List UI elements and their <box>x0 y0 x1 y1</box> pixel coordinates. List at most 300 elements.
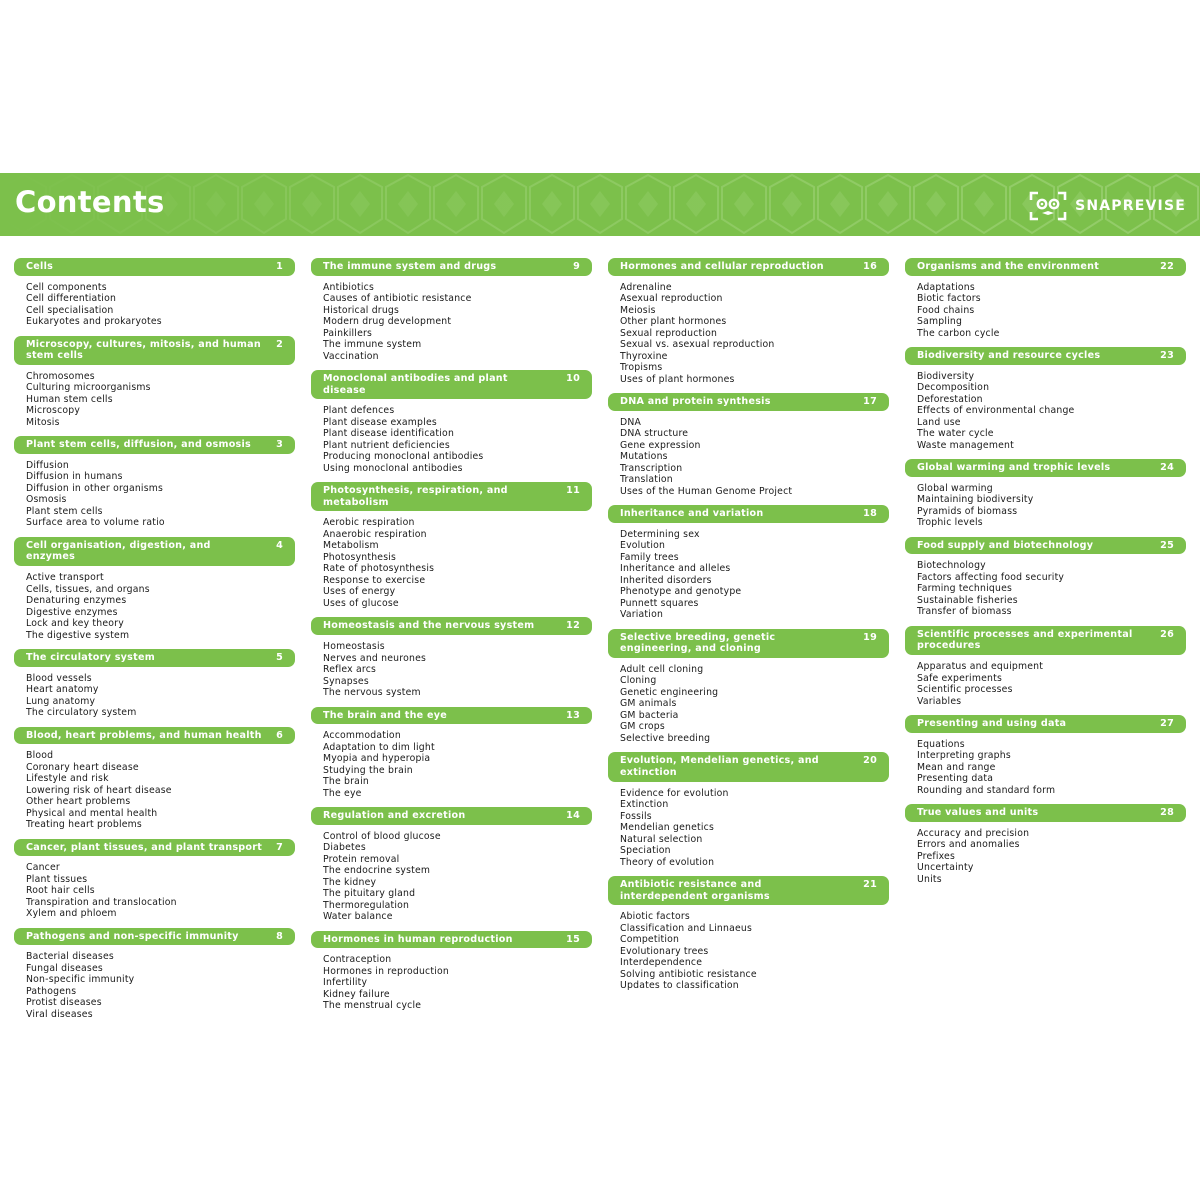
topic-item: Trophic levels <box>917 517 983 529</box>
topic-list <box>311 724 592 807</box>
section-header[interactable] <box>14 258 295 276</box>
topic-list <box>311 276 592 371</box>
topic-item: Viral diseases <box>26 1008 93 1020</box>
contents-section <box>311 931 592 1020</box>
section-title: Cancer, plant tissues, and plant transport <box>26 841 263 853</box>
contents-section <box>905 459 1186 537</box>
topic-item: Inheritance and alleles <box>620 563 731 575</box>
column-1 <box>14 258 295 1028</box>
topic-item: Diabetes <box>323 842 366 854</box>
topic-item: Mean and range <box>917 761 996 773</box>
topic-item: Units <box>917 873 942 885</box>
topic-item: DNA <box>620 416 642 428</box>
topic-item: Xylem and phloem <box>26 908 117 920</box>
topic-item: Plant disease examples <box>323 416 437 428</box>
topic-item: Thyroxine <box>620 350 668 362</box>
topic-item: Asexual reproduction <box>620 293 723 305</box>
topic-item: Microscopy <box>26 405 81 417</box>
topic-item: Vaccination <box>323 350 379 362</box>
topic-item: Response to exercise <box>323 574 426 586</box>
section-page-number: 20 <box>863 755 877 767</box>
topic-item: Diffusion in humans <box>26 471 123 483</box>
topic-item: Rate of photosynthesis <box>323 563 435 575</box>
topic-item: Safe experiments <box>917 672 1002 684</box>
topic-item: Surface area to volume ratio <box>26 517 165 529</box>
topic-item: Sustainable fisheries <box>917 594 1018 606</box>
topic-item: Causes of antibiotic resistance <box>323 293 472 305</box>
topic-item: Mutations <box>620 451 668 463</box>
topic-item: Uses of the Human Genome Project <box>620 485 793 497</box>
topic-item: Plant stem cells <box>26 505 103 517</box>
topic-item: Homeostasis <box>323 641 385 653</box>
topic-item: Eukaryotes and prokaryotes <box>26 316 162 328</box>
topic-item: The brain <box>323 776 369 788</box>
topic-item: Rounding and standard form <box>917 784 1056 796</box>
section-page-number: 28 <box>1160 807 1174 819</box>
topic-item: Producing monoclonal antibodies <box>323 451 484 463</box>
page-title: Contents <box>15 185 165 219</box>
topic-item: Aerobic respiration <box>323 517 415 529</box>
section-title: The circulatory system <box>26 652 155 664</box>
topic-list <box>311 635 592 707</box>
topic-item: Cloning <box>620 675 657 687</box>
topic-item: Farming techniques <box>917 583 1013 595</box>
contents-section <box>905 804 1186 893</box>
topic-item: Nerves and neurones <box>323 652 427 664</box>
topic-item: Hormones in reproduction <box>323 965 449 977</box>
section-page-number: 21 <box>863 879 877 891</box>
topic-item: Lock and key theory <box>26 618 124 630</box>
section-title: Pathogens and non-specific immunity <box>26 930 239 942</box>
contents-section <box>14 839 295 928</box>
section-page-number: 16 <box>863 261 877 272</box>
topic-list <box>14 454 295 537</box>
topic-item: Solving antibiotic resistance <box>620 968 757 980</box>
topic-list <box>14 276 295 336</box>
section-header[interactable] <box>14 336 295 365</box>
topic-item: Competition <box>620 934 680 946</box>
topic-item: Adaptations <box>917 281 975 293</box>
topic-item: Food chains <box>917 304 975 316</box>
topic-item: Antibiotics <box>323 281 375 293</box>
brand-logo <box>1029 191 1186 221</box>
topic-item: Cell components <box>26 281 107 293</box>
contents-section <box>608 876 889 1000</box>
section-header[interactable] <box>311 370 592 399</box>
topic-item: Modern drug development <box>323 316 452 328</box>
contents-section <box>14 258 295 336</box>
topic-item: Lung anatomy <box>26 695 96 707</box>
section-page-number: 19 <box>863 631 877 643</box>
topic-item: Accuracy and precision <box>917 827 1030 839</box>
topic-item: Bacterial diseases <box>26 951 114 963</box>
topic-item: The immune system <box>323 339 422 351</box>
contents-section <box>311 617 592 706</box>
topic-item: Root hair cells <box>26 885 95 897</box>
topic-item: The nervous system <box>323 687 421 699</box>
topic-item: Presenting data <box>917 773 994 785</box>
contents-section <box>905 626 1186 715</box>
topic-item: Mitosis <box>26 416 60 428</box>
section-header[interactable] <box>311 931 592 949</box>
topic-list <box>905 276 1186 348</box>
topic-item: Non-specific immunity <box>26 974 135 986</box>
section-header[interactable] <box>14 727 295 745</box>
topic-item: The pituitary gland <box>323 888 416 900</box>
section-header[interactable] <box>14 649 295 667</box>
topic-item: Effects of environmental change <box>917 405 1075 417</box>
contents-section <box>608 505 889 629</box>
topic-item: Lifestyle and risk <box>26 773 109 785</box>
topic-item: Other heart problems <box>26 796 131 808</box>
section-page-number: 8 <box>276 930 283 942</box>
topic-item: Infertility <box>323 977 368 989</box>
topic-item: Physical and mental health <box>26 807 158 819</box>
section-header[interactable] <box>905 459 1186 477</box>
topic-list <box>14 856 295 928</box>
topic-item: Studying the brain <box>323 764 413 776</box>
section-page-number: 9 <box>573 261 580 272</box>
section-title: True values and units <box>917 807 1039 819</box>
section-page-number: 22 <box>1160 261 1174 272</box>
topic-item: GM animals <box>620 698 677 710</box>
topic-item: Diffusion in other organisms <box>26 482 164 494</box>
topic-list <box>14 945 295 1028</box>
section-title: Evolution, Mendelian genetics, and extinction <box>620 755 819 779</box>
contents-section <box>608 752 889 876</box>
section-title: Regulation and excretion <box>323 810 466 822</box>
topic-item: Determining sex <box>620 528 700 540</box>
topic-item: Adrenaline <box>620 281 672 293</box>
section-header[interactable] <box>14 839 295 857</box>
topic-item: GM bacteria <box>620 709 679 721</box>
section-page-number: 27 <box>1160 718 1174 730</box>
topic-item: Blood vessels <box>26 672 92 684</box>
section-page-number: 24 <box>1160 462 1174 474</box>
section-page-number: 17 <box>863 396 877 408</box>
topic-item: Variables <box>917 695 962 707</box>
topic-item: Control of blood glucose <box>323 830 441 842</box>
topic-item: Variation <box>620 609 664 621</box>
topic-item: Plant disease identification <box>323 428 455 440</box>
topic-list <box>14 667 295 727</box>
contents-section <box>311 370 592 482</box>
topic-item: Maintaining biodiversity <box>917 494 1034 506</box>
section-header[interactable] <box>905 715 1186 733</box>
section-header[interactable] <box>14 537 295 566</box>
contents-section <box>608 393 889 505</box>
contents-section <box>14 436 295 537</box>
topic-item: The eye <box>323 787 362 799</box>
topic-item: Kidney failure <box>323 988 390 1000</box>
section-title: Hormones in human reproduction <box>323 933 513 945</box>
section-page-number: 18 <box>863 508 877 520</box>
topic-item: Land use <box>917 416 961 428</box>
section-header[interactable] <box>608 393 889 411</box>
contents-section <box>14 649 295 727</box>
contents-section <box>14 928 295 1029</box>
section-title: Selective breeding, genetic engineering, and cloning <box>620 631 776 655</box>
section-page-number: 10 <box>566 373 580 385</box>
topic-item: Errors and anomalies <box>917 839 1020 851</box>
topic-item: Interdependence <box>620 957 703 969</box>
section-title: DNA and protein synthesis <box>620 396 771 408</box>
section-title: The immune system and drugs <box>323 261 497 272</box>
topic-item: Evolutionary trees <box>620 945 709 957</box>
topic-item: Plant defences <box>323 405 395 417</box>
section-header[interactable] <box>905 347 1186 365</box>
section-page-number: 5 <box>276 652 283 664</box>
topic-item: Cancer <box>26 862 60 874</box>
topic-list <box>608 658 889 753</box>
snaprevise-logo-icon <box>1029 191 1067 221</box>
section-header[interactable] <box>608 505 889 523</box>
topic-item: Contraception <box>323 954 392 966</box>
topic-item: Mendelian genetics <box>620 822 714 834</box>
section-title: Hormones and cellular reproduction <box>620 261 824 272</box>
topic-item: Cell differentiation <box>26 293 117 305</box>
section-page-number: 2 <box>276 338 283 350</box>
topic-item: Accommodation <box>323 730 401 742</box>
topic-item: Evidence for evolution <box>620 787 729 799</box>
topic-item: Treating heart problems <box>26 819 142 831</box>
topic-item: Tropisms <box>620 362 663 374</box>
topic-item: The endocrine system <box>323 865 431 877</box>
section-header[interactable] <box>311 707 592 725</box>
topic-item: Myopia and hyperopia <box>323 753 431 765</box>
topic-item: Plant tissues <box>26 873 88 885</box>
topic-item: Biodiversity <box>917 370 975 382</box>
topic-item: Heart anatomy <box>26 684 99 696</box>
section-header[interactable] <box>608 752 889 781</box>
topic-item: Factors affecting food security <box>917 571 1065 583</box>
section-header[interactable] <box>608 876 889 905</box>
topic-item: Meiosis <box>620 304 656 316</box>
section-header[interactable] <box>311 482 592 511</box>
topic-item: Water balance <box>323 911 393 923</box>
topic-item: Interpreting graphs <box>917 750 1011 762</box>
section-title: Global warming and trophic levels <box>917 462 1111 474</box>
topic-item: Transpiration and translocation <box>26 896 177 908</box>
contents-section <box>311 482 592 617</box>
topic-item: Family trees <box>620 551 679 563</box>
topic-item: Pyramids of biomass <box>917 505 1018 517</box>
topic-item: Lowering risk of heart disease <box>26 784 172 796</box>
section-header[interactable] <box>14 928 295 946</box>
topic-item: Biotechnology <box>917 560 986 572</box>
section-page-number: 15 <box>566 933 580 945</box>
topic-item: Historical drugs <box>323 304 400 316</box>
topic-list <box>608 411 889 506</box>
topic-item: Abiotic factors <box>620 911 690 923</box>
hex-pattern <box>0 173 1200 236</box>
section-title: Food supply and biotechnology <box>917 539 1094 551</box>
topic-item: The carbon cycle <box>917 327 1000 339</box>
topic-item: Painkillers <box>323 327 373 339</box>
contents-section <box>905 258 1186 347</box>
topic-item: Theory of evolution <box>620 856 715 868</box>
topic-item: Protist diseases <box>26 997 102 1009</box>
topic-item: Uses of energy <box>323 586 396 598</box>
topic-item: Inherited disorders <box>620 574 712 586</box>
topic-item: Other plant hormones <box>620 316 727 328</box>
section-header[interactable] <box>905 258 1186 276</box>
topic-item: Evolution <box>620 540 666 552</box>
section-title: Cell organisation, digestion, and enzymes <box>26 539 211 563</box>
topic-list <box>905 365 1186 460</box>
topic-item: Updates to classification <box>620 980 739 992</box>
topic-item: Fungal diseases <box>26 962 103 974</box>
section-header[interactable] <box>608 629 889 658</box>
topic-list <box>905 554 1186 626</box>
section-title: Organisms and the environment <box>917 261 1100 272</box>
topic-item: The kidney <box>323 876 377 888</box>
contents-section <box>14 336 295 437</box>
section-title: Plant stem cells, diffusion, and osmosis <box>26 439 252 451</box>
contents-section <box>905 715 1186 804</box>
topic-item: Scientific processes <box>917 684 1013 696</box>
topic-item: GM crops <box>620 721 665 733</box>
topic-item: Culturing microorganisms <box>26 382 151 394</box>
topic-item: The water cycle <box>917 428 994 440</box>
topic-item: Translation <box>620 474 673 486</box>
contents-section <box>608 629 889 753</box>
header-banner <box>0 173 1200 236</box>
topic-item: Extinction <box>620 799 669 811</box>
contents-section <box>14 537 295 649</box>
contents-section <box>608 258 889 393</box>
contents-section <box>311 807 592 931</box>
topic-item: Photosynthesis <box>323 551 397 563</box>
topic-item: Uncertainty <box>917 862 974 874</box>
section-page-number: 4 <box>276 539 283 551</box>
topic-item: Genetic engineering <box>620 686 719 698</box>
topic-item: Anaerobic respiration <box>323 528 427 540</box>
topic-item: Gene expression <box>620 439 701 451</box>
topic-item: Biotic factors <box>917 293 981 305</box>
section-page-number: 14 <box>566 810 580 822</box>
topic-item: Decomposition <box>917 382 990 394</box>
section-title: Photosynthesis, respiration, and metabolism <box>323 485 508 508</box>
topic-item: Uses of glucose <box>323 597 399 609</box>
column-3 <box>608 258 889 1000</box>
topic-list <box>14 365 295 437</box>
topic-item: Transcription <box>620 462 683 474</box>
section-header[interactable] <box>14 436 295 454</box>
section-title: Microscopy, cultures, mitosis, and human stem cells <box>26 338 261 362</box>
section-title: The brain and the eye <box>323 709 448 721</box>
section-page-number: 25 <box>1160 539 1174 551</box>
topic-item: Chromosomes <box>26 370 95 382</box>
section-page-number: 13 <box>566 709 580 721</box>
topic-list <box>608 276 889 394</box>
section-header[interactable] <box>905 804 1186 822</box>
section-header[interactable] <box>608 258 889 276</box>
topic-item: The digestive system <box>26 629 130 641</box>
section-title: Blood, heart problems, and human health <box>26 729 262 741</box>
topic-item: Cell specialisation <box>26 304 114 316</box>
topic-item: The menstrual cycle <box>323 1000 422 1012</box>
topic-item: Selective breeding <box>620 732 711 744</box>
section-page-number: 23 <box>1160 350 1174 362</box>
contents-section <box>311 258 592 370</box>
topic-item: Waste management <box>917 439 1014 451</box>
contents-section <box>905 537 1186 626</box>
topic-item: DNA structure <box>620 428 689 440</box>
topic-item: Protein removal <box>323 853 400 865</box>
section-title: Inheritance and variation <box>620 508 764 520</box>
topic-item: Using monoclonal antibodies <box>323 462 463 474</box>
section-header[interactable] <box>311 617 592 635</box>
topic-list <box>311 948 592 1020</box>
brand-name: SNAPREVISE <box>1075 198 1186 214</box>
section-title: Presenting and using data <box>917 718 1067 730</box>
section-title: Homeostasis and the nervous system <box>323 620 535 632</box>
topic-item: Coronary heart disease <box>26 761 139 773</box>
topic-item: Reflex arcs <box>323 664 377 676</box>
topic-item: Transfer of biomass <box>917 606 1012 618</box>
topic-list <box>905 733 1186 805</box>
topic-list <box>311 825 592 931</box>
topic-item: Classification and Linnaeus <box>620 922 753 934</box>
contents-section <box>14 727 295 839</box>
topic-item: Adult cell cloning <box>620 663 704 675</box>
contents-section <box>311 707 592 808</box>
topic-list <box>14 744 295 839</box>
topic-item: Human stem cells <box>26 393 113 405</box>
section-header[interactable] <box>905 537 1186 555</box>
section-header[interactable] <box>311 258 592 276</box>
topic-item: Digestive enzymes <box>26 606 118 618</box>
topic-item: The circulatory system <box>26 707 137 719</box>
section-page-number: 6 <box>276 729 283 741</box>
topic-item: Punnett squares <box>620 597 699 609</box>
section-page-number: 26 <box>1160 628 1174 640</box>
topic-list <box>608 782 889 877</box>
contents-section <box>905 347 1186 459</box>
topic-list <box>905 822 1186 894</box>
section-page-number: 11 <box>566 485 580 497</box>
topic-list <box>14 566 295 649</box>
topic-item: Apparatus and equipment <box>917 661 1044 673</box>
topic-list <box>608 523 889 629</box>
topic-item: Thermoregulation <box>323 899 410 911</box>
topic-item: Sexual reproduction <box>620 327 718 339</box>
section-title: Monoclonal antibodies and plant disease <box>323 373 508 396</box>
section-header[interactable] <box>905 626 1186 655</box>
topic-item: Prefixes <box>917 850 956 862</box>
topic-item: Cells, tissues, and organs <box>26 583 150 595</box>
topic-item: Deforestation <box>917 393 983 405</box>
topic-item: Diffusion <box>26 459 69 471</box>
topic-list <box>905 477 1186 537</box>
section-header[interactable] <box>311 807 592 825</box>
topic-item: Pathogens <box>26 985 77 997</box>
topic-item: Global warming <box>917 482 993 494</box>
topic-item: Plant nutrient deficiencies <box>323 439 450 451</box>
section-title: Biodiversity and resource cycles <box>917 350 1101 362</box>
column-2 <box>311 258 592 1020</box>
section-title: Antibiotic resistance and interdependent organisms <box>620 879 770 902</box>
topic-item: Equations <box>917 738 965 750</box>
topic-list <box>311 399 592 482</box>
section-page-number: 3 <box>276 439 283 451</box>
topic-list <box>905 655 1186 715</box>
section-title: Scientific processes and experimental procedures <box>917 628 1133 652</box>
section-title: Cells <box>26 261 54 272</box>
topic-item: Sampling <box>917 316 963 328</box>
topic-item: Metabolism <box>323 540 379 552</box>
